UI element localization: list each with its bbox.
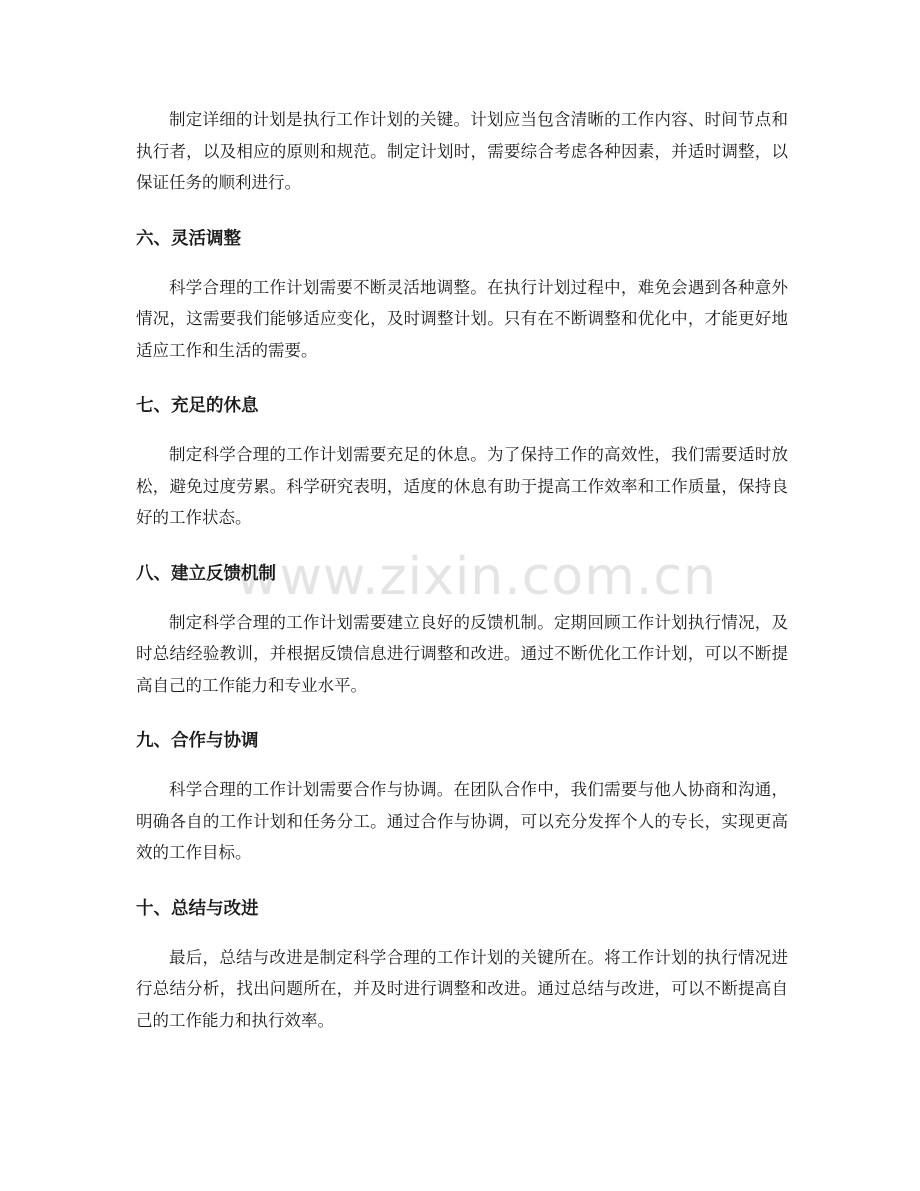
section-heading-8: 八、建立反馈机制 xyxy=(136,563,276,584)
document-body xyxy=(136,104,788,1036)
section-heading-7: 七、充足的休息 xyxy=(136,396,259,416)
watermark: www.zixin.com.cn xyxy=(236,547,717,607)
section-paragraph-9: 科学合理的工作计划需要合作与协调。在团队合作中，我们需要与他人协商和沟通，明确各自的工作计划和任务分工。通过合作与协调，可以充分发挥个人的专长，实现更高效的工作目标。 xyxy=(136,780,788,862)
section-paragraph-7: 制定科学合理的工作计划需要充足的休息。为了保持工作的高效性，我们需要适时放松，避免过度劳累。科学研究表明，适度的休息有助于提高工作效率和工作质量，保持良好的工作状态。 xyxy=(136,445,788,527)
section-heading-10: 十、总结与改进 xyxy=(136,898,259,919)
intro-paragraph: 制定详细的计划是执行工作计划的关键。计划应当包含清晰的工作内容、时间节点和执行者，以及相应的原则和规范。制定计划时，需要综合考虑各种因素，并适时调整，以保证任务的顺利进行。 xyxy=(136,110,788,192)
section-heading-6: 六、灵活调整 xyxy=(136,228,241,249)
section-heading-9: 九、合作与协调 xyxy=(136,731,259,751)
section-paragraph-10: 最后，总结与改进是制定科学合理的工作计划的关键所在。将工作计划的执行情况进行总结分析，找出问题所在，并及时进行调整和改进。通过总结与改进，可以不断提高自己的工作能力和执行效率。 xyxy=(136,947,788,1030)
section-paragraph-6: 科学合理的工作计划需要不断灵活地调整。在执行计划过程中，难免会遇到各种意外情况，这需要我们能够适应变化，及时调整计划。只有在不断调整和优化中，才能更好地适应工作和生活的需要。 xyxy=(136,277,788,360)
section-paragraph-8: 制定科学合理的工作计划需要建立良好的反馈机制。定期回顾工作计划执行情况，及时总结经验教训，并根据反馈信息进行调整和改进。通过不断优化工作计划，可以不断提高自己的工作能力和专业水平。 xyxy=(136,612,788,695)
